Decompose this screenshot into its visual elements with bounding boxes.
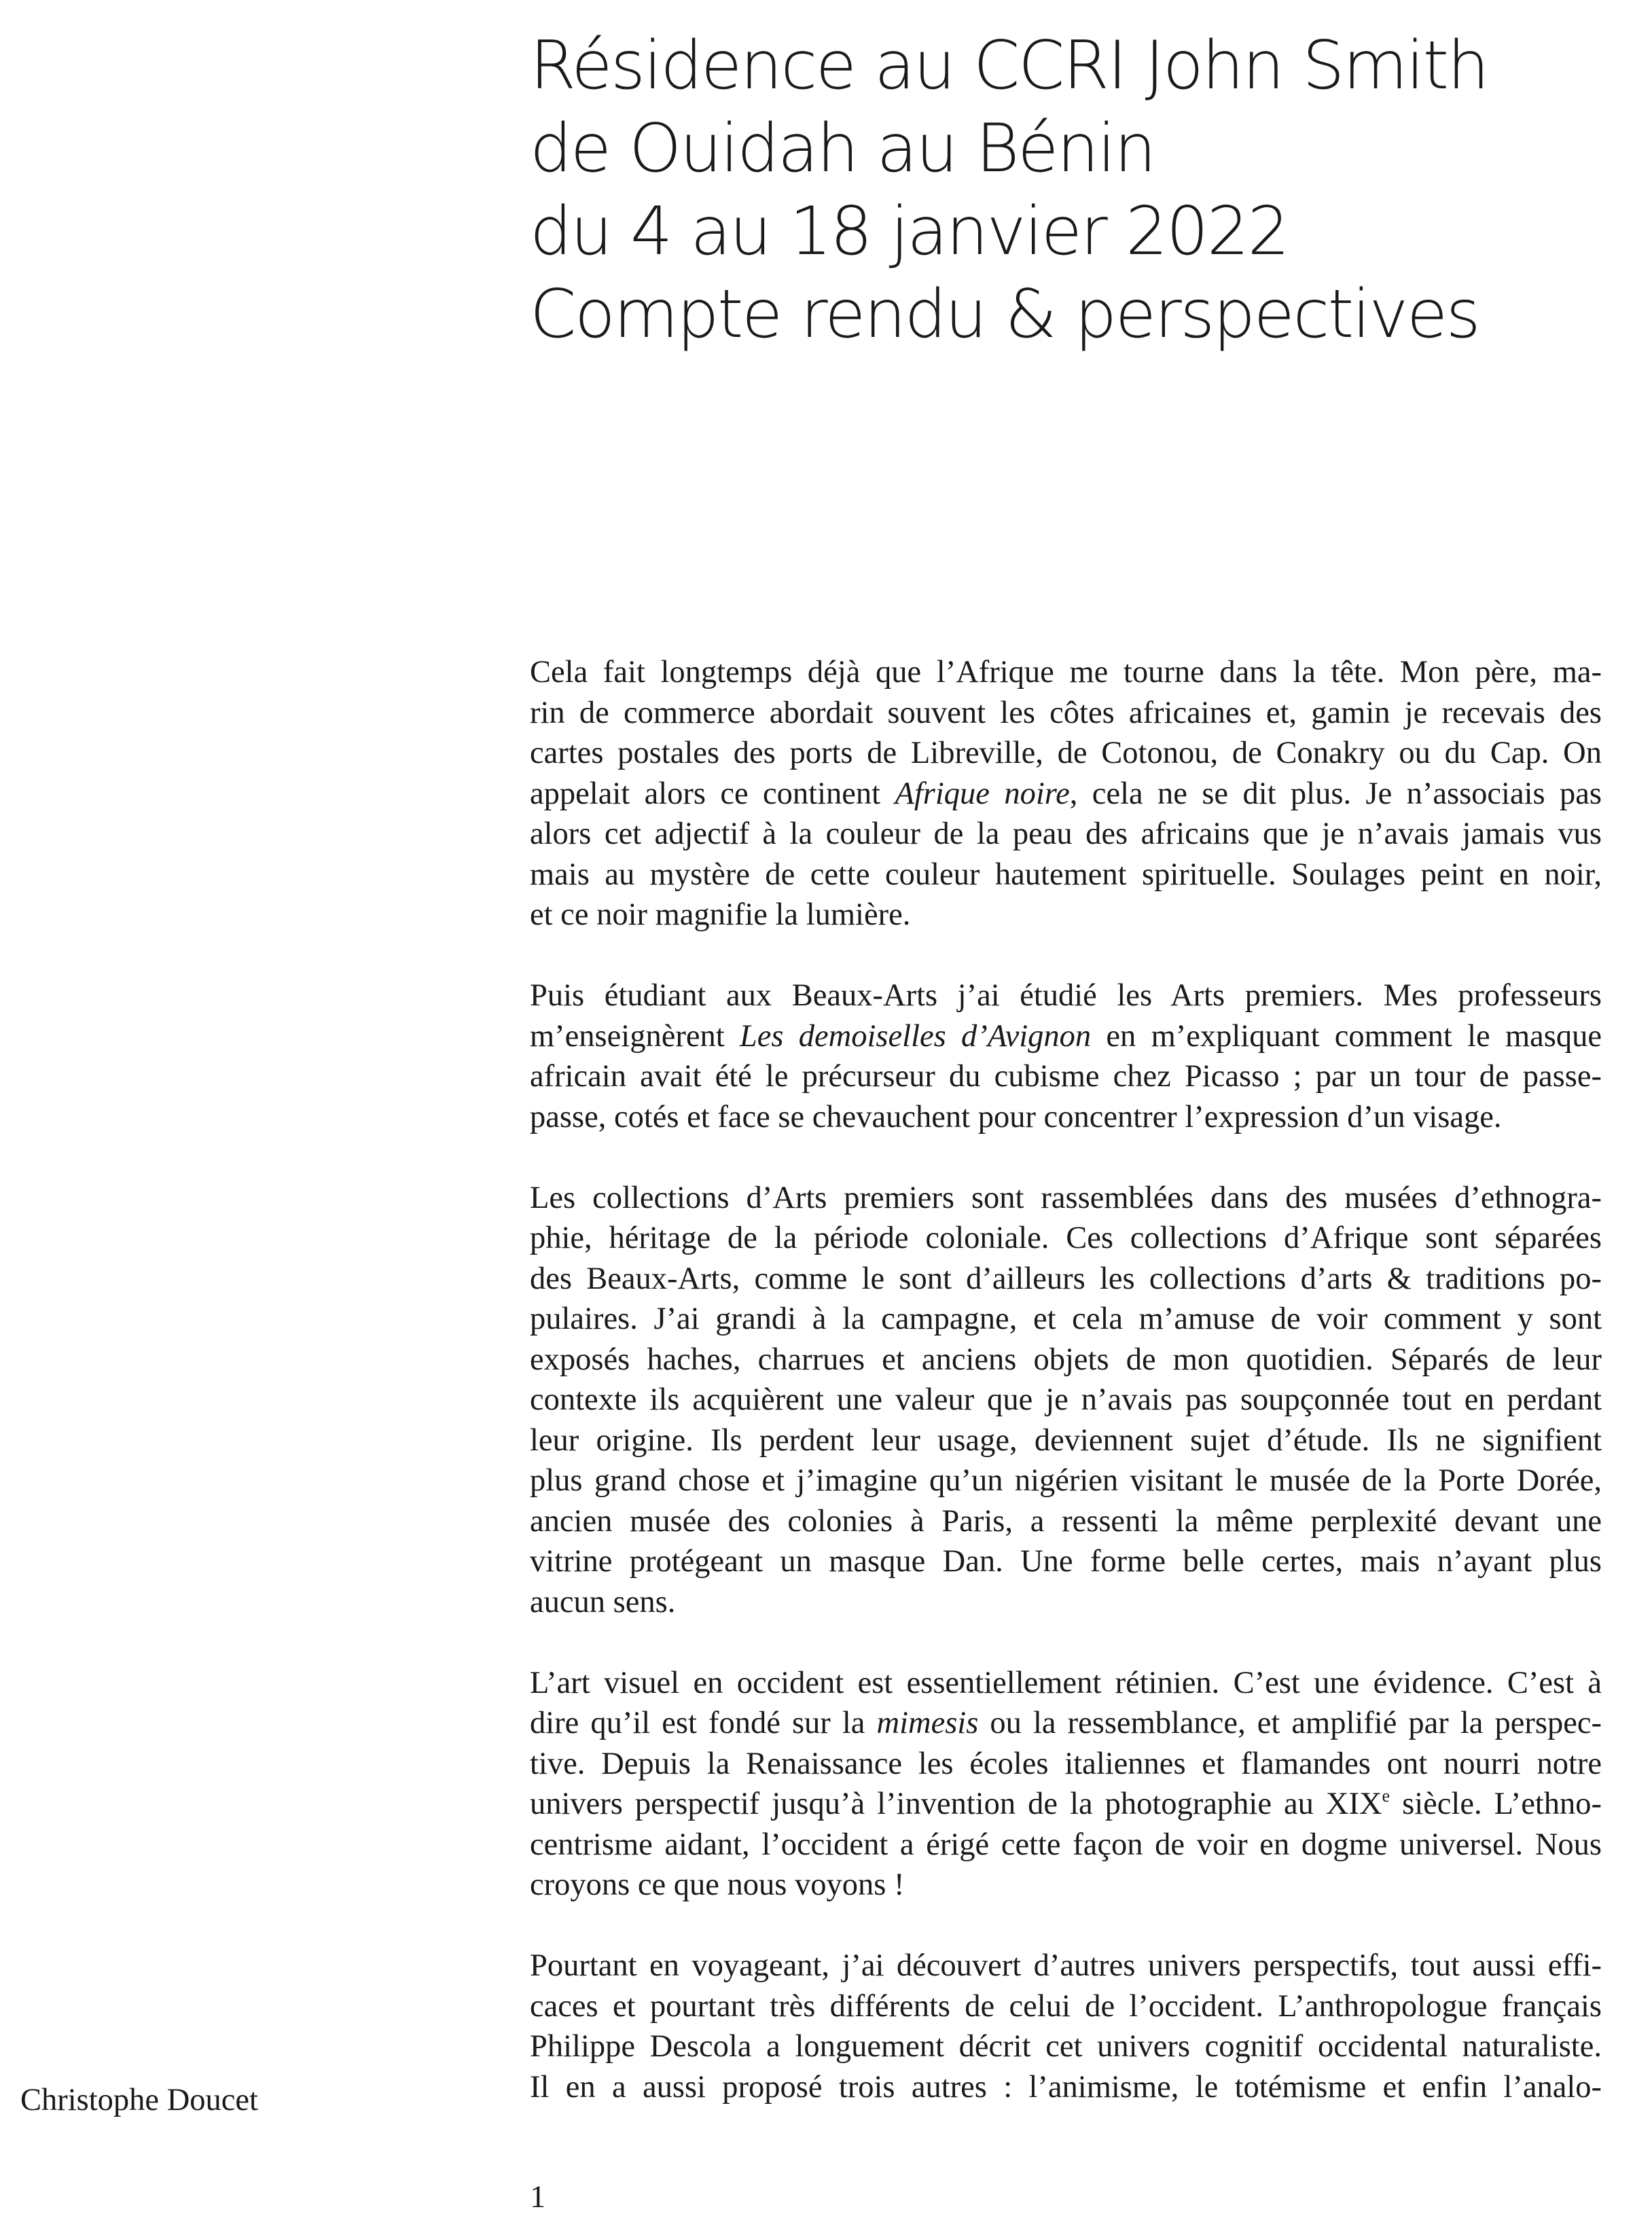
paragraph-3 [530, 1178, 1602, 1623]
paragraph-4 [530, 1663, 1602, 1905]
paragraph-2 [530, 976, 1602, 1137]
text-line: leur origine. Ils perdent leur usage, deviennent sujet d’étude. Ils ne signifient [530, 1422, 1602, 1458]
paragraph-5 [530, 1946, 1602, 2107]
text-line: vitrine protégeant un masque Dan. Une forme belle certes, mais n’ayant plus [530, 1544, 1602, 1579]
text-line: phie, héritage de la période coloniale. Ces collections d’Afrique sont séparées [530, 1221, 1602, 1255]
text-line: contexte ils acquièrent une valeur que je n’avais pas soupçonnée tout en perdant [530, 1382, 1602, 1417]
text-segment: univers perspectif jusqu’à l’invention de la photographie au XIX [530, 1787, 1382, 1821]
text-line: plus grand chose et j’imagine qu’un nigérien visitant le musée de la Porte Dorée, [530, 1463, 1602, 1498]
text-segment: m’enseignèrent [530, 1018, 740, 1054]
emphasis-demoiselles: Les demoiselles d’Avignon [739, 1018, 1092, 1054]
body-text [530, 652, 1602, 2148]
title-line: de Ouidah au Bénin [530, 110, 1155, 187]
title-line: Résidence au CCRI John Smith [530, 27, 1488, 105]
title-line: du 4 au 18 janvier 2022 [530, 193, 1289, 270]
title-line: Compte rendu & perspectives [530, 276, 1479, 353]
text-line: Les collections d’Arts premiers sont rassemblées dans des musées d’ethnogra- [530, 1180, 1602, 1215]
text-segment: dire qu’il est fondé sur la [530, 1706, 877, 1740]
text-segment: appelait alors ce continent [530, 776, 895, 811]
text-line: Philippe Descola a longuement décrit cet univers cognitif occidental naturaliste. [530, 2029, 1602, 2064]
text-line: alors cet adjectif à la couleur de la peau des africains que je n’avais jamais vus [530, 817, 1602, 851]
text-line [530, 774, 1602, 815]
text-line [530, 1703, 1602, 1744]
text-segment: siècle. L’ethno- [1390, 1787, 1602, 1821]
text-line: croyons ce que nous voyons ! [530, 1867, 905, 1902]
text-segment: en m’expliquant comment le masque [1091, 1018, 1602, 1054]
text-line: Cela fait longtemps déjà que l’Afrique me tourne dans la tête. Mon père, ma- [530, 655, 1602, 690]
text-line: passe, cotés et face se chevauchent pour concentrer l’expression d’un visage. [530, 1099, 1502, 1134]
text-line: cartes postales des ports de Libreville, de Cotonou, de Conakry ou du Cap. On [530, 736, 1602, 770]
text-line: L’art visuel en occident est essentiellement rétinien. C’est une évidence. C’est à [530, 1665, 1602, 1700]
text-line: Pourtant en voyageant, j’ai découvert d’autres univers perspectifs, tout aussi effi- [530, 1948, 1602, 1983]
emphasis-afrique-noire: Afrique noire [895, 776, 1070, 811]
text-line: pulaires. J’ai grandi à la campagne, et cela m’amuse de voir comment y sont [530, 1302, 1602, 1336]
text-line: africain avait été le précurseur du cubisme chez Picasso ; par un tour de passe- [530, 1059, 1602, 1094]
text-line: ancien musée des colonies à Paris, a ressenti la même perplexité devant une [530, 1503, 1602, 1539]
text-line: et ce noir magnifie la lumière. [530, 897, 911, 932]
paragraph-1 [530, 652, 1602, 935]
text-line: Il en a aussi proposé trois autres : l’animisme, le totémisme et enfin l’analo- [530, 2069, 1602, 2105]
text-line: mais au mystère de cette couleur hautement spirituelle. Soulages peint en noir, [530, 857, 1602, 892]
text-line: exposés haches, charrues et anciens objets de mon quotidien. Séparés de leur [530, 1342, 1602, 1377]
text-line: aucun sens. [530, 1584, 676, 1619]
text-line: centrisme aidant, l’occident a érigé cette façon de voir en dogme universel. Nous [530, 1827, 1602, 1862]
superscript-e: e [1382, 1786, 1390, 1806]
text-line [530, 1016, 1602, 1057]
text-line [530, 1784, 1602, 1825]
page-number: 1 [530, 2180, 546, 2215]
text-line: rin de commerce abordait souvent les côtes africaines et, gamin je recevais des [530, 695, 1602, 730]
text-segment: , cela ne se dit plus. Je n’associais pas [1069, 776, 1602, 811]
text-line: tive. Depuis la Renaissance les écoles italiennes et flamandes ont nourri notre [530, 1746, 1602, 1781]
emphasis-mimesis: mimesis [876, 1706, 979, 1740]
text-segment: ou la ressemblance, et amplifié par la perspec- [978, 1706, 1602, 1740]
text-line: des Beaux-Arts, comme le sont d’ailleurs les collections d’arts & traditions po- [530, 1261, 1602, 1296]
document-title [530, 24, 1617, 356]
text-line: Puis étudiant aux Beaux-Arts j’ai étudié les Arts premiers. Mes professeurs [530, 978, 1602, 1013]
author-name: Christophe Doucet [20, 2083, 258, 2117]
text-line: caces et pourtant très différents de celui de l’occident. L’anthropologue français [530, 1988, 1602, 2024]
